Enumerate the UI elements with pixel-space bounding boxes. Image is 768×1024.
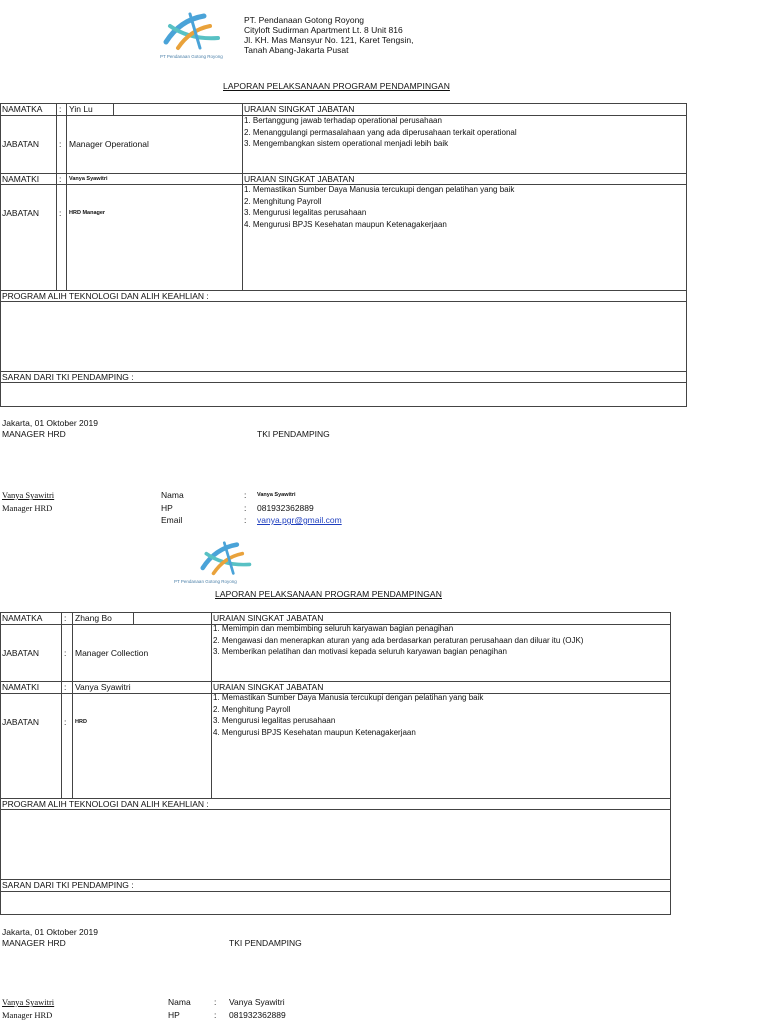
contact-nama: Vanya Syawitri: [229, 997, 285, 1007]
tka-name: Zhang Bo: [75, 613, 112, 623]
tka-duties-header: URAIAN SINGKAT JABATAN: [213, 613, 324, 623]
company-logo: [160, 12, 226, 62]
address-line: Tanah Abang-Jakarta Pusat: [244, 45, 349, 55]
colon: :: [244, 490, 247, 500]
contact-hp-label: HP: [161, 503, 173, 513]
tka-name: Yin Lu: [69, 104, 93, 114]
tki-duty-item: 2. Menghitung Payroll: [244, 196, 322, 206]
tka-label: NAMATKA: [2, 613, 43, 623]
colon: :: [64, 682, 67, 692]
tki-duties-header: URAIAN SINGKAT JABATAN: [244, 174, 355, 184]
colon: :: [214, 997, 217, 1007]
tki-label: NAMATKI: [2, 174, 40, 184]
signer-role: Manager HRD: [2, 1010, 53, 1020]
colon: :: [59, 104, 62, 114]
tki-label: NAMATKI: [2, 682, 40, 692]
tki-jabatan-label: JABATAN: [2, 717, 39, 727]
company-name: PT. Pendanaan Gotong Royong: [244, 15, 365, 25]
signer-name: Vanya Syawitri: [2, 490, 55, 500]
colon: :: [59, 139, 62, 149]
contact-email-link[interactable]: vanya.pgr@gmail.com: [257, 515, 342, 525]
logo-caption: PT Pendanaan Gotong Royong: [160, 54, 223, 59]
left-role: MANAGER HRD: [2, 429, 66, 439]
tki-duties-header: URAIAN SINGKAT JABATAN: [213, 682, 324, 692]
tka-duty-item: 2. Menanggulangi permasalahaan yang ada diperusahaan terkait operational: [244, 127, 517, 137]
tki-duty-item: 3. Mengurusi legalitas perusahaan: [213, 716, 336, 725]
contact-hp-label: HP: [168, 1010, 180, 1020]
tki-duty-item: 4. Mengurusi BPJS Kesehatan maupun Ketenagakerjaan: [244, 219, 447, 229]
place-date: Jakarta, 01 Oktober 2019: [2, 418, 98, 428]
tki-duty-item: 1. Memastikan Sumber Daya Manusia tercukupi dengan pelatihan yang baik: [213, 693, 484, 702]
colon: :: [59, 208, 62, 218]
colon: :: [214, 1010, 217, 1020]
address-line: Jl. KH. Mas Mansyur No. 121, Karet Tengsin,: [244, 35, 414, 45]
report-title: LAPORAN PELAKSANAAN PROGRAM PENDAMPINGAN: [215, 589, 442, 599]
colon: :: [244, 515, 247, 525]
tki-jabatan-label: JABATAN: [2, 208, 39, 218]
company-address: [244, 15, 413, 55]
tka-jabatan-label: JABATAN: [2, 648, 39, 658]
tki-duty-item: 1. Memastikan Sumber Daya Manusia tercukupi dengan pelatihan yang baik: [244, 185, 515, 194]
contact-nama-label: Nama: [161, 490, 184, 500]
tka-jabatan: Manager Collection: [75, 648, 149, 658]
tka-duty-item: 1. Bertanggung jawab terhadap operational perusahaan: [244, 116, 442, 125]
tki-jabatan: HRD: [75, 719, 87, 725]
signer-role: Manager HRD: [2, 503, 53, 513]
colon: :: [64, 648, 67, 658]
tki-duty-item: 4. Mengurusi BPJS Kesehatan maupun Ketenagakerjaan: [213, 727, 416, 737]
saran-label: SARAN DARI TKI PENDAMPING :: [2, 372, 134, 382]
right-role: TKI PENDAMPING: [229, 938, 302, 948]
tka-duty-item: 1. Memimpin dan membimbing seluruh karyawan bagian penagihan: [213, 624, 454, 633]
place-date: Jakarta, 01 Oktober 2019: [2, 927, 98, 937]
tka-jabatan: Manager Operational: [69, 139, 149, 149]
colon: :: [64, 717, 67, 727]
contact-hp: 081932362889: [257, 503, 314, 513]
tki-jabatan: HRD Manager: [69, 210, 106, 216]
colon: :: [64, 613, 67, 623]
program-label: PROGRAM ALIH TEKNOLOGI DAN ALIH KEAHLIAN :: [2, 799, 209, 809]
left-role: MANAGER HRD: [2, 938, 66, 948]
colon: :: [244, 503, 247, 513]
program-label: PROGRAM ALIH TEKNOLOGI DAN ALIH KEAHLIAN :: [2, 291, 209, 301]
company-logo: [174, 541, 264, 587]
tka-duty-item: 3. Memberikan pelatihan dan motivasi kepada seluruh karyawan bagian penagihan: [213, 647, 507, 656]
right-role: TKI PENDAMPING: [257, 429, 330, 439]
tki-duty-item: 2. Menghitung Payroll: [213, 704, 291, 714]
report-title: LAPORAN PELAKSANAAN PROGRAM PENDAMPINGAN: [223, 81, 450, 91]
logo-mark-icon: [194, 541, 260, 577]
contact-nama-label: Nama: [168, 997, 191, 1007]
address-line: Cityloft Sudirman Apartment Lt. 8 Unit 816: [244, 25, 403, 35]
tki-duty-item: 3. Mengurusi legalitas perusahaan: [244, 208, 367, 217]
tka-duty-item: 2. Mengawasi dan menerapkan aturan yang ada berdasarkan peraturan perusahaan dan diluar itu (OJK): [213, 635, 584, 645]
contact-hp: 081932362889: [229, 1010, 286, 1020]
logo-caption: PT Pendanaan Gotong Royong: [174, 579, 237, 584]
contact-nama: Vanya Syawitri: [257, 492, 296, 498]
signer-name: Vanya Syawitri: [2, 997, 55, 1007]
tka-duties-header: URAIAN SINGKAT JABATAN: [244, 104, 355, 114]
colon: :: [59, 174, 62, 184]
logo-mark-icon: [160, 12, 226, 52]
tka-jabatan-label: JABATAN: [2, 139, 39, 149]
tki-name: Vanya Syawitri: [69, 176, 108, 182]
tki-name: Vanya Syawitri: [75, 682, 131, 692]
contact-email-label: Email: [161, 515, 183, 525]
saran-label: SARAN DARI TKI PENDAMPING :: [2, 880, 134, 890]
tka-label: NAMATKA: [2, 104, 43, 114]
tka-duty-item: 3. Mengembangkan sistem operational menjadi lebih baik: [244, 139, 449, 148]
